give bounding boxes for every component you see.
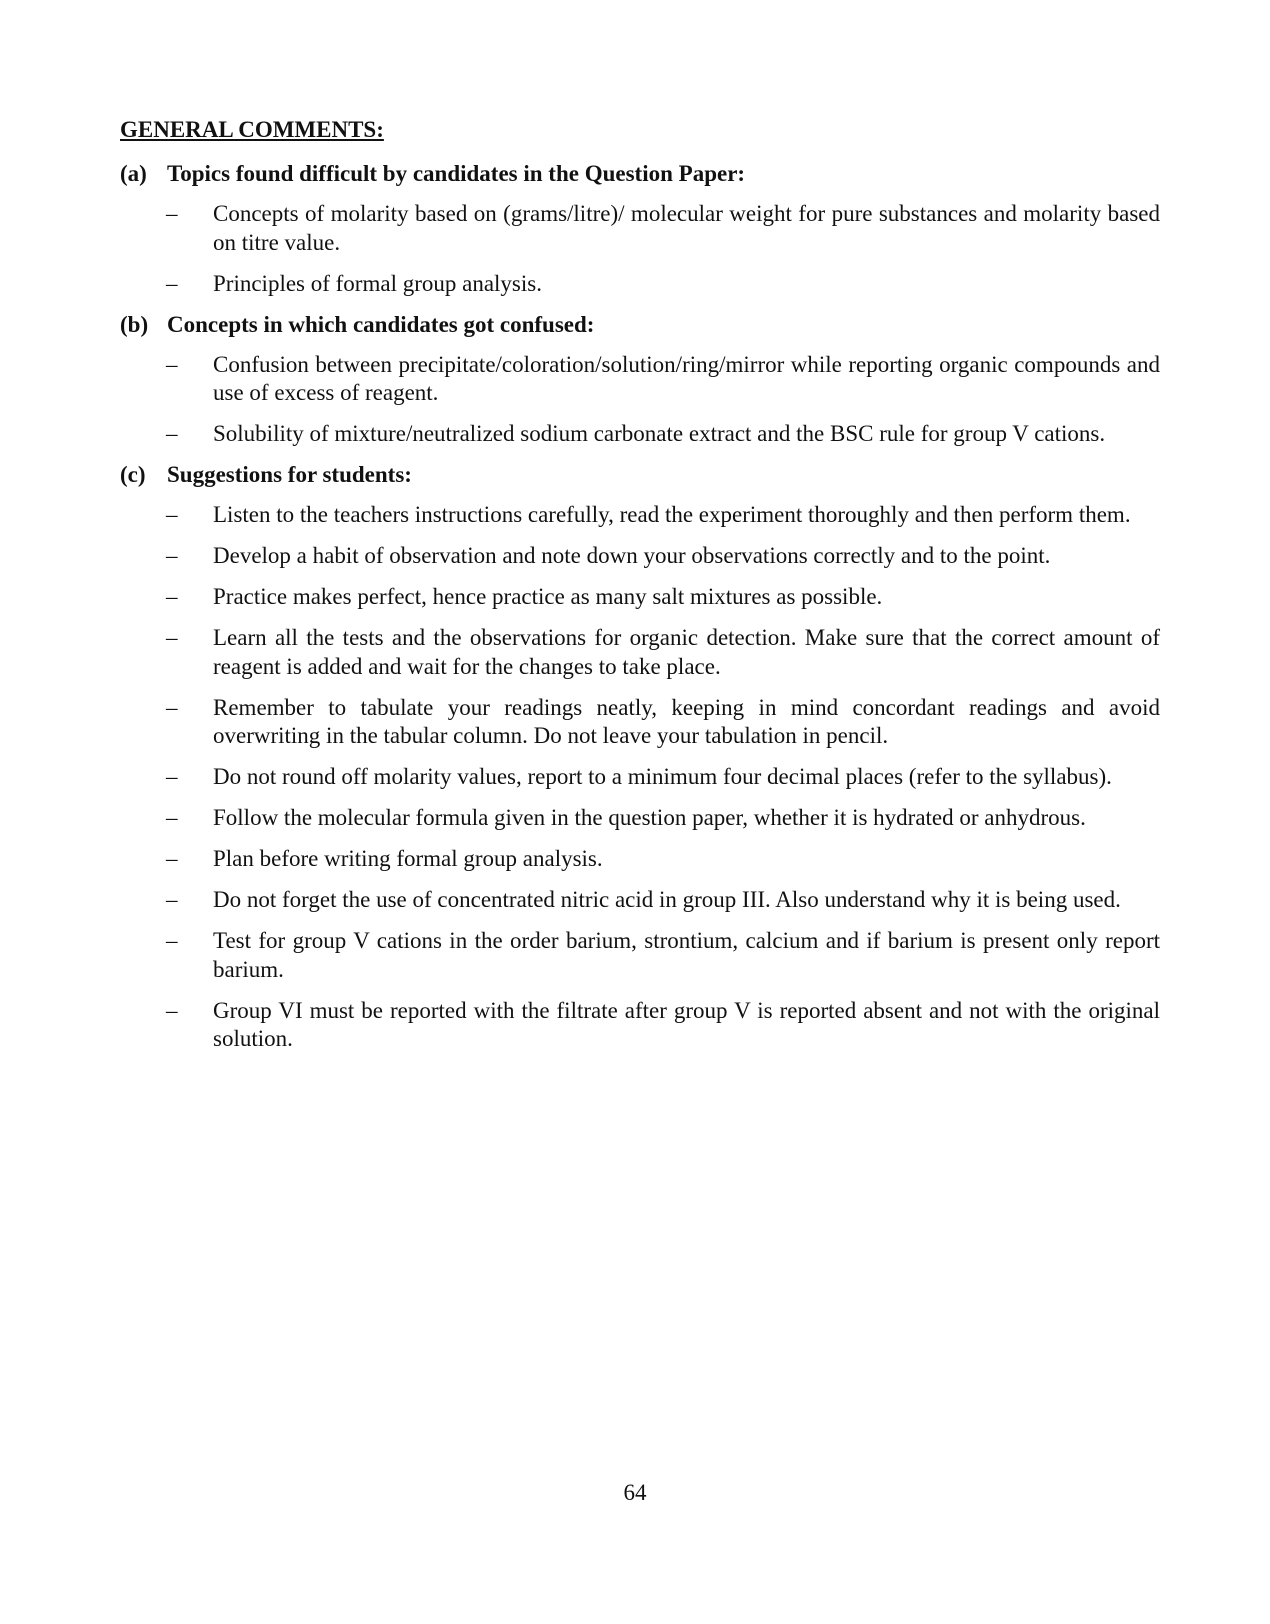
dash-bullet: –: [166, 351, 178, 377]
page-heading: GENERAL COMMENTS:: [120, 117, 384, 142]
list-item: [166, 886, 1160, 915]
document-page: [120, 116, 1160, 1066]
list-item-text: Remember to tabulate your readings neatly, keeping in mind concordant readings and avoid overwriting in the tabular column. Do not leave your tabulation in pencil.: [213, 694, 1160, 748]
dash-bullet: –: [166, 584, 178, 609]
dash-bullet: –: [166, 887, 178, 912]
list-item: [166, 270, 1160, 299]
dash-bullet: –: [166, 421, 178, 446]
dash-bullet: –: [166, 997, 178, 1023]
dash-bullet: –: [166, 270, 178, 296]
dash-bullet: –: [166, 543, 178, 568]
list-item-text: Do not round off molarity values, report to a minimum four decimal places (refer to the syllabus).: [213, 764, 1112, 789]
dash-bullet: –: [166, 805, 178, 830]
dash-bullet: –: [166, 201, 178, 226]
list-item: [166, 542, 1160, 571]
list-item-text: Group VI must be reported with the filtrate after group V is reported absent and not with the original solution.: [213, 997, 1160, 1051]
item-list: [120, 200, 1160, 298]
list-item: [166, 763, 1160, 792]
list-item: [166, 583, 1160, 612]
list-item: [166, 420, 1160, 449]
list-item-text: Learn all the tests and the observations for organic detection. Make sure that the correct amount of reagent is added and wait for the changes to take place.: [213, 625, 1160, 679]
list-item: [166, 200, 1160, 257]
list-item: [166, 804, 1160, 833]
section-title: [120, 461, 1160, 489]
section-letter: (a): [120, 161, 147, 186]
list-item-text: Develop a habit of observation and note down your observations correctly and to the point.: [213, 543, 1051, 568]
dash-bullet: –: [166, 694, 178, 720]
list-item-text: Solubility of mixture/neutralized sodium carbonate extract and the BSC rule for group V cations.: [213, 421, 1106, 446]
list-item-text: Plan before writing formal group analysis.: [213, 846, 603, 871]
section-title-text: Suggestions for students:: [167, 462, 412, 487]
dash-bullet: –: [166, 764, 178, 789]
list-item-text: Follow the molecular formula given in the question paper, whether it is hydrated or anhydrous.: [213, 805, 1086, 830]
list-item: [166, 927, 1160, 984]
dash-bullet: –: [166, 625, 178, 650]
list-item: [166, 624, 1160, 681]
page-number: 64: [623, 1480, 647, 1505]
section-title-text: Topics found difficult by candidates in the Question Paper:: [167, 161, 746, 186]
dash-bullet: –: [166, 502, 178, 527]
list-item: [166, 694, 1160, 751]
dash-bullet: –: [166, 928, 178, 953]
list-item-text: Do not forget the use of concentrated nitric acid in group III. Also understand why it is being used.: [213, 887, 1121, 912]
list-item: [166, 351, 1160, 408]
section-c: [120, 461, 1160, 1054]
list-item: [166, 997, 1160, 1054]
list-item-text: Test for group V cations in the order barium, strontium, calcium and if barium is present only report barium.: [213, 928, 1160, 982]
section-title: [120, 311, 1160, 339]
section-letter: (c): [120, 462, 146, 487]
section-b: [120, 311, 1160, 449]
dash-bullet: –: [166, 846, 178, 871]
list-item: [166, 845, 1160, 874]
list-item-text: Confusion between precipitate/coloration/solution/ring/mirror while reporting organic compounds and use of excess of reagent.: [213, 351, 1160, 405]
item-list: [120, 501, 1160, 1054]
section-a: [120, 160, 1160, 298]
list-item-text: Practice makes perfect, hence practice as many salt mixtures as possible.: [213, 584, 883, 609]
section-title: [120, 160, 1160, 188]
list-item-text: Listen to the teachers instructions carefully, read the experiment thoroughly and then perform them.: [213, 502, 1131, 527]
list-item-text: Principles of formal group analysis.: [213, 270, 542, 296]
item-list: [120, 351, 1160, 449]
list-item: [166, 501, 1160, 530]
section-title-text: Concepts in which candidates got confused:: [167, 311, 595, 337]
list-item-text: Concepts of molarity based on (grams/litre)/ molecular weight for pure substances and molarity based on titre value.: [213, 201, 1160, 255]
section-letter: (b): [120, 311, 149, 337]
